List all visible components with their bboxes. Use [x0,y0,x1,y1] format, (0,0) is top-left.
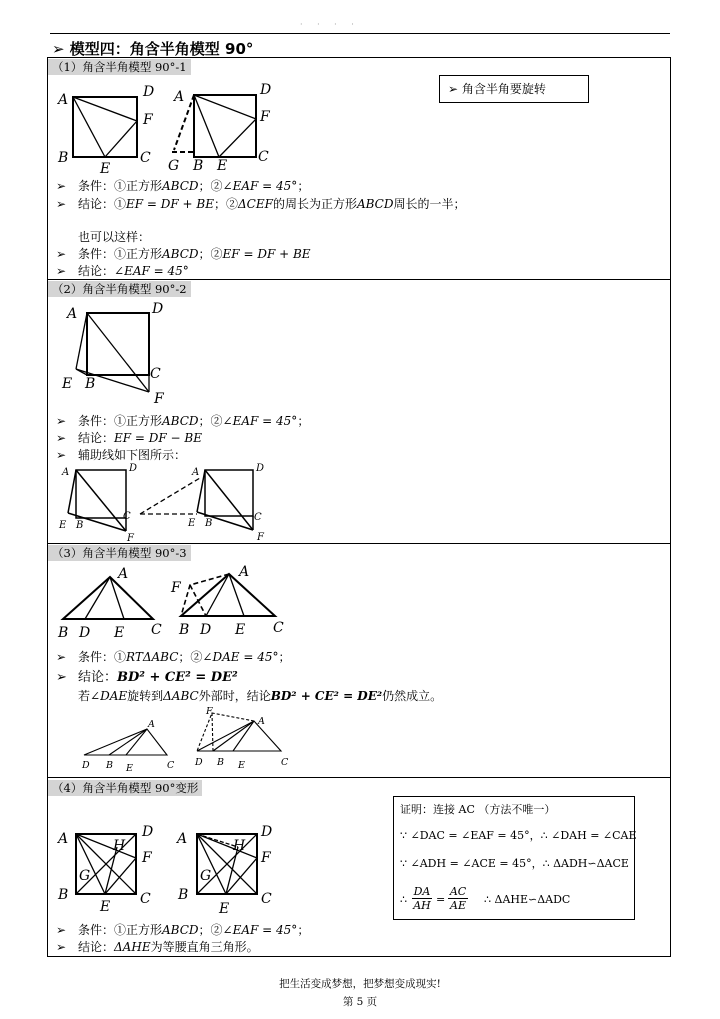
label-c: C [167,760,175,771]
label-f: F [154,391,164,407]
s1-condition-alt: ➢ 条件：①正方形ABCD；②EF = DF + BE [56,247,311,261]
label-c: C [258,149,269,165]
s1-condition: ➢ 条件：①正方形ABCD；②∠EAF = 45°； [56,179,310,193]
s4-condition: ➢ 条件：①正方形ABCD；②∠EAF = 45°； [56,923,310,937]
label-f: F [171,580,181,596]
label-e: E [219,901,230,917]
s2-square-big [87,313,149,375]
label-d: D [129,463,138,474]
label-b: B [217,757,224,768]
label-d: D [195,757,203,768]
label-a: A [67,306,78,322]
label-e: E [100,161,111,177]
label-g: G [79,868,91,884]
s1-conclusion-alt: ➢ 结论：∠EAF = 45° [56,264,189,278]
label-b: B [76,520,84,531]
label-e: E [217,158,228,174]
label-e: E [238,760,245,771]
label-b: B [179,622,190,638]
label-b: B [58,150,69,166]
page-number: 第 5 页 [342,996,378,1008]
s3-condition: ➢ 条件：①RTΔABC；②∠DAE = 45°； [56,650,291,664]
proof-line-4b: ∴ ΔAHE∽ΔADC [484,893,571,906]
rotate-hint-box: ➢ 角含半角要旋转 [439,75,589,103]
label-e: E [114,625,125,641]
s2-aux-note: ➢ 辅助线如下图所示： [56,448,187,462]
label-a: A [192,467,200,478]
label-b: B [178,887,189,903]
label-f: F [260,109,270,125]
label-e: E [188,518,196,529]
label-d: D [152,301,164,317]
proof-line-3: ∵ ∠ADH = ∠ACE = 45°，∴ ΔADH∽ΔACE [400,857,629,870]
proof-line-1: 证明：连接 AC （方法不唯一） [400,803,556,816]
section2-header: （2）角含半角模型 90°-2 [48,281,191,297]
label-b: B [58,887,69,903]
label-c: C [281,757,289,768]
label-e: E [62,376,73,392]
label-c: C [151,622,162,638]
s2-condition: ➢ 条件：①正方形ABCD；②∠EAF = 45°； [56,414,310,428]
label-d: D [82,760,90,771]
label-a: A [118,566,129,582]
label-b: B [205,518,213,529]
s1-conclusion: ➢ 结论：①EF = DF + BE；②ΔCEF的周长为正方形ABCD周长的一半； [56,197,466,211]
section1-header: （1）角含半角模型 90°-1 [48,59,191,75]
header-dots: · · · · [300,20,360,29]
label-f: F [261,850,271,866]
label-c: C [254,512,262,523]
proof-fraction-2: AC AE [449,885,467,912]
label-b: B [106,760,113,771]
label-h: H [233,838,246,854]
proof-equals: = [436,893,446,906]
label-g: G [200,868,212,884]
section3-header: （3）角含半角模型 90°-3 [48,545,191,561]
label-c: C [140,150,151,166]
label-a: A [258,716,265,727]
footer-slogan: 把生活变成梦想，把梦想变成现实! [279,978,441,990]
s3-conclusion: ➢ 结论：BD² + CE² = DE² [56,670,238,685]
proof-line-4a: ∴ [400,893,407,906]
label-a: A [174,89,185,105]
label-e: E [126,763,133,774]
label-c: C [150,366,161,382]
label-f: F [206,706,213,717]
label-c: C [261,891,272,907]
label-b: B [58,625,69,641]
label-f: F [142,850,152,866]
s2-conclusion: ➢ 结论：EF = DF − BE [56,431,202,445]
label-g: G [168,158,180,174]
s1-square-1 [73,97,137,157]
label-a: A [58,831,69,847]
label-d: D [256,463,265,474]
s3-note: 若∠DAE旋转到ΔABC外部时，结论BD² + CE² = DE²仍然成立。 [78,689,443,703]
label-a: A [58,92,69,108]
label-a: A [148,719,155,730]
label-f: F [257,532,264,543]
page-title: ➢ 模型四：角含半角模型 90° [52,40,254,58]
label-d: D [79,625,91,641]
label-d: D [142,824,154,840]
label-c: C [273,620,284,636]
s1-square-2 [194,95,256,157]
label-h: H [113,838,126,854]
proof-box [393,796,635,920]
proof-line-2: ∵ ∠DAC = ∠EAF = 45°，∴ ∠DAH = ∠CAE [400,829,637,842]
label-d: D [260,82,272,98]
proof-fraction-1: DA AH [413,885,431,912]
s1-also: 也可以这样： [78,230,151,244]
label-d: D [200,622,212,638]
label-b: B [85,376,96,392]
label-a: A [177,831,188,847]
label-c: C [140,891,151,907]
label-b: B [193,158,204,174]
label-a: A [239,564,250,580]
label-e: E [59,520,67,531]
s4-conclusion: ➢ 结论：ΔAHE为等腰直角三角形。 [56,940,259,954]
label-e: E [100,899,111,915]
label-a: A [62,467,70,478]
label-f: F [143,112,153,128]
label-c: C [123,511,131,522]
section4-header: （4）角含半角模型 90°变形 [48,780,202,796]
label-d: D [143,84,155,100]
label-e: E [235,622,246,638]
label-d: D [261,824,273,840]
label-f: F [127,533,134,544]
